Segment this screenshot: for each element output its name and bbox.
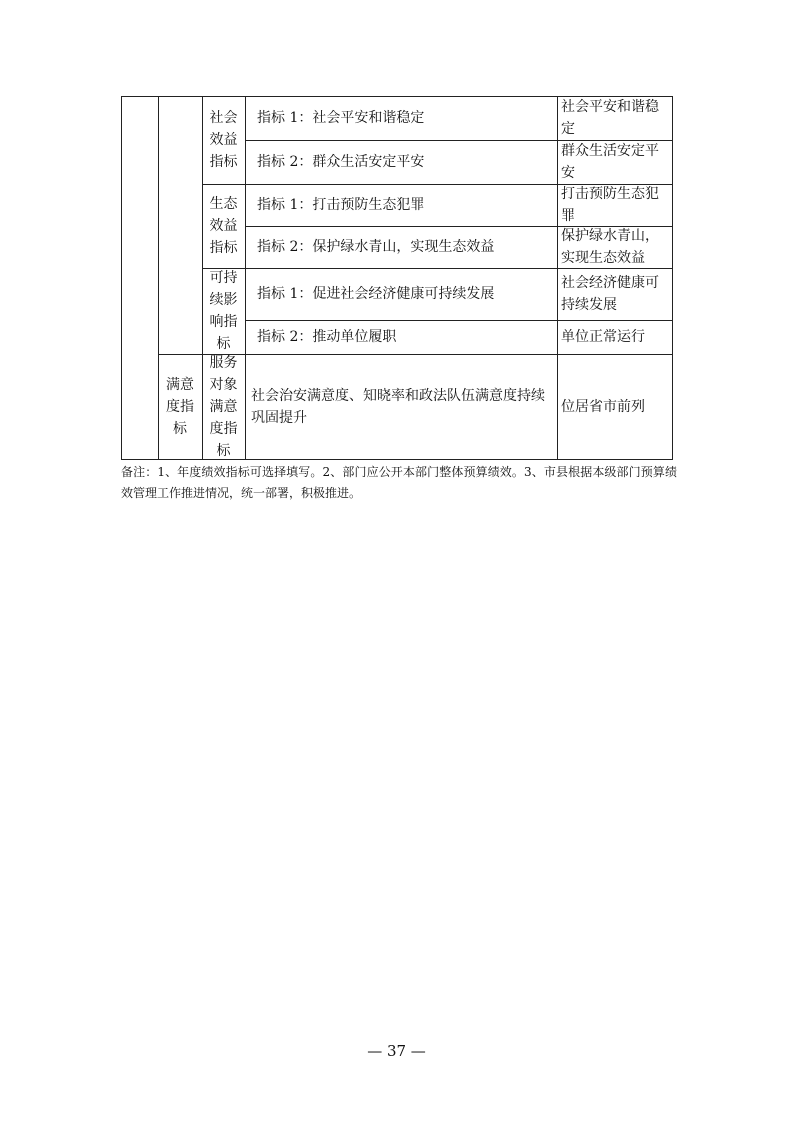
indicator-social-2: 指标 2：群众生活安定平安	[257, 154, 425, 170]
indicator-social-1: 指标 1：社会平安和谐稳定	[257, 110, 425, 126]
category-satisfaction: 服务对象满意度指标	[209, 355, 238, 459]
table-footnote: 备注：1、年度绩效指标可选择填写。2、部门应公开本部门整体预算绩效。3、市县根据本级部门预算绩效管理工作推进情况，统一部署，积极推进。	[121, 465, 677, 500]
value-sustainable-1: 社会经济健康可持续发展	[561, 275, 659, 313]
category-social: 社会效益指标	[209, 110, 238, 170]
indicator-satisfaction: 社会治安满意度、知晓率和政法队伍满意度持续巩固提升	[251, 388, 545, 426]
indicator-sustainable-1: 指标 1：促进社会经济健康可持续发展	[257, 286, 495, 302]
indicator-ecological-1: 指标 1：打击预防生态犯罪	[257, 197, 425, 213]
performance-indicator-table	[121, 96, 673, 460]
value-social-2: 群众生活安定平安	[561, 143, 659, 181]
category-sustainable: 可持续影响指标	[209, 270, 238, 352]
value-sustainable-2: 单位正常运行	[561, 329, 645, 345]
value-ecological-1: 打击预防生态犯罪	[561, 186, 659, 224]
value-social-1: 社会平安和谐稳定	[561, 99, 659, 137]
category-ecological: 生态效益指标	[209, 196, 238, 256]
indicator-sustainable-2: 指标 2：推动单位履职	[257, 329, 397, 345]
page-number: — 37 —	[367, 1042, 426, 1060]
indicator-ecological-2: 指标 2：保护绿水青山，实现生态效益	[257, 239, 495, 255]
group-satisfaction: 满意度指标	[165, 377, 194, 437]
value-satisfaction: 位居省市前列	[561, 399, 645, 415]
value-ecological-2: 保护绿水青山，实现生态效益	[561, 228, 659, 266]
